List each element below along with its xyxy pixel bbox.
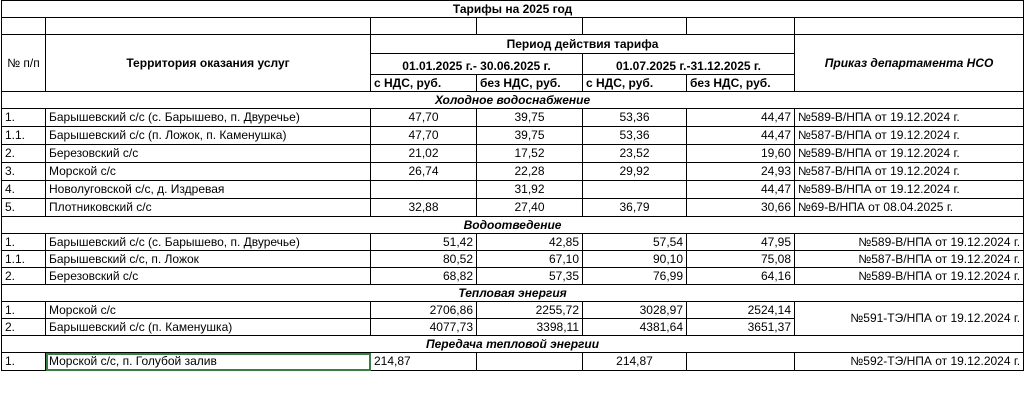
- cell-with-vat-1[interactable]: 214,87: [371, 353, 477, 371]
- cell-with-vat-1[interactable]: 47,70: [371, 109, 477, 127]
- cell-with-vat-2[interactable]: 53,36: [583, 109, 687, 127]
- cell-territory[interactable]: Барышевский с/с (с. Барышево, п. Двуречье): [46, 234, 371, 251]
- table-row: [2, 181, 1024, 199]
- cell-num[interactable]: 3.: [2, 163, 46, 181]
- cell-order[interactable]: №589-В/НПА от 19.12.2024 г.: [795, 109, 1024, 127]
- cell-territory[interactable]: Морской с/с: [46, 163, 371, 181]
- cell-order[interactable]: №591-ТЭ/НПА от 19.12.2024 г.: [795, 302, 1024, 336]
- cell-without-vat-1[interactable]: 22,28: [477, 163, 583, 181]
- cell-order[interactable]: №589-В/НПА от 19.12.2024 г.: [795, 268, 1024, 285]
- table-row: [2, 268, 1024, 285]
- section-title[interactable]: Тепловая энергия: [2, 285, 1024, 302]
- cell-num[interactable]: 2.: [2, 319, 46, 336]
- cell-with-vat-2[interactable]: 36,79: [583, 199, 687, 217]
- table-row: [2, 127, 1024, 145]
- cell-without-vat-1[interactable]: 27,40: [477, 199, 583, 217]
- cell-without-vat-1[interactable]: 57,35: [477, 268, 583, 285]
- cell-order[interactable]: №587-В/НПА от 19.12.2024 г.: [795, 163, 1024, 181]
- cell-with-vat-2[interactable]: 57,54: [583, 234, 687, 251]
- cell-without-vat-2[interactable]: 19,60: [687, 145, 795, 163]
- cell-without-vat-2[interactable]: 44,47: [687, 109, 795, 127]
- cell-territory[interactable]: Барышевский с/с, п. Ложок: [46, 251, 371, 268]
- cell-num[interactable]: 1.1.: [2, 251, 46, 268]
- page-title[interactable]: Тарифы на 2025 год: [2, 1, 1024, 18]
- cell-with-vat-2[interactable]: 76,99: [583, 268, 687, 285]
- table-row: [2, 145, 1024, 163]
- cell-with-vat-1[interactable]: [371, 181, 477, 199]
- cell-without-vat-2[interactable]: 44,47: [687, 181, 795, 199]
- empty-cell[interactable]: [371, 18, 477, 35]
- empty-cell[interactable]: [583, 18, 687, 35]
- cell-territory[interactable]: Березовский с/с: [46, 145, 371, 163]
- cell-territory[interactable]: Новолуговской с/с, д. Издревая: [46, 181, 371, 199]
- col-header-period[interactable]: Период действия тарифа: [371, 35, 795, 54]
- cell-with-vat-1[interactable]: 21,02: [371, 145, 477, 163]
- col-header-period-1[interactable]: 01.01.2025 г.- 30.06.2025 г.: [371, 54, 583, 75]
- tariff-table: [1, 0, 1024, 371]
- cell-with-vat-1[interactable]: 80,52: [371, 251, 477, 268]
- cell-num[interactable]: 2.: [2, 268, 46, 285]
- cell-with-vat-2[interactable]: 4381,64: [583, 319, 687, 336]
- empty-cell[interactable]: [46, 18, 371, 35]
- cell-without-vat-2[interactable]: 64,16: [687, 268, 795, 285]
- empty-cell[interactable]: [2, 18, 46, 35]
- cell-with-vat-1[interactable]: 51,42: [371, 234, 477, 251]
- cell-order[interactable]: №589-В/НПА от 19.12.2024 г.: [795, 181, 1024, 199]
- cell-num[interactable]: 1.: [2, 353, 46, 371]
- cell-without-vat-2[interactable]: 24,93: [687, 163, 795, 181]
- cell-territory[interactable]: Барышевский с/с (с. Барышево, п. Двуречье): [46, 109, 371, 127]
- section-title[interactable]: Водоотведение: [2, 217, 1024, 234]
- cell-without-vat-2[interactable]: 47,95: [687, 234, 795, 251]
- cell-without-vat-1[interactable]: 2255,72: [477, 302, 583, 319]
- cell-without-vat-1[interactable]: 3398,11: [477, 319, 583, 336]
- cell-num[interactable]: 4.: [2, 181, 46, 199]
- cell-territory[interactable]: Плотниковский с/с: [46, 199, 371, 217]
- cell-with-vat-1[interactable]: 32,88: [371, 199, 477, 217]
- col-header-without-vat-1[interactable]: без НДС, руб.: [477, 75, 583, 92]
- cell-num[interactable]: 1.: [2, 302, 46, 319]
- cell-without-vat-1[interactable]: 39,75: [477, 109, 583, 127]
- cell-without-vat-1[interactable]: 42,85: [477, 234, 583, 251]
- cell-without-vat-2[interactable]: [687, 353, 795, 371]
- cell-without-vat-2[interactable]: 2524,14: [687, 302, 795, 319]
- cell-with-vat-2[interactable]: 3028,97: [583, 302, 687, 319]
- cell-territory[interactable]: Морской с/с, п. Голубой залив: [46, 353, 371, 371]
- col-header-with-vat-1[interactable]: с НДС, руб.: [371, 75, 477, 92]
- cell-num[interactable]: 1.: [2, 234, 46, 251]
- cell-with-vat-2[interactable]: 23,52: [583, 145, 687, 163]
- col-header-order[interactable]: Приказ департамента НСО: [795, 35, 1024, 92]
- table-row: [2, 199, 1024, 217]
- cell-territory[interactable]: Барышевский с/с (п. Ложок, п. Каменушка): [46, 127, 371, 145]
- cell-territory[interactable]: Барышевский с/с (п. Каменушка): [46, 319, 371, 336]
- cell-with-vat-1[interactable]: 26,74: [371, 163, 477, 181]
- cell-with-vat-2[interactable]: 90,10: [583, 251, 687, 268]
- table-row: [2, 251, 1024, 268]
- table-row: [2, 163, 1024, 181]
- cell-without-vat-2[interactable]: 75,08: [687, 251, 795, 268]
- cell-with-vat-2[interactable]: [583, 181, 687, 199]
- cell-order[interactable]: №589-В/НПА от 19.12.2024 г.: [795, 145, 1024, 163]
- empty-cell[interactable]: [477, 18, 583, 35]
- section-title[interactable]: Холодное водоснабжение: [2, 92, 1024, 109]
- cell-without-vat-1[interactable]: 67,10: [477, 251, 583, 268]
- cell-order[interactable]: №587-В/НПА от 19.12.2024 г.: [795, 251, 1024, 268]
- col-header-with-vat-2[interactable]: с НДС, руб.: [583, 75, 687, 92]
- table-row: [2, 302, 1024, 319]
- cell-without-vat-1[interactable]: 17,52: [477, 145, 583, 163]
- cell-with-vat-1[interactable]: 68,82: [371, 268, 477, 285]
- cell-num[interactable]: 2.: [2, 145, 46, 163]
- cell-with-vat-2[interactable]: 29,92: [583, 163, 687, 181]
- cell-with-vat-2[interactable]: 53,36: [583, 127, 687, 145]
- cell-without-vat-1[interactable]: 39,75: [477, 127, 583, 145]
- cell-territory[interactable]: Морской с/с: [46, 302, 371, 319]
- col-header-without-vat-2[interactable]: без НДС, руб.: [687, 75, 795, 92]
- cell-with-vat-1[interactable]: 4077,73: [371, 319, 477, 336]
- cell-with-vat-1[interactable]: 2706,86: [371, 302, 477, 319]
- cell-territory[interactable]: Березовский с/с: [46, 268, 371, 285]
- cell-order[interactable]: №589-В/НПА от 19.12.2024 г.: [795, 234, 1024, 251]
- cell-num[interactable]: 1.: [2, 109, 46, 127]
- cell-order[interactable]: №587-В/НПА от 19.12.2024 г.: [795, 127, 1024, 145]
- table-row: [2, 109, 1024, 127]
- cell-order[interactable]: №592-ТЭ/НПА от 19.12.2024 г.: [795, 353, 1024, 371]
- table-row: [2, 353, 1024, 371]
- table-row: [2, 234, 1024, 251]
- empty-cell[interactable]: [795, 18, 1024, 35]
- cell-without-vat-1[interactable]: [477, 353, 583, 371]
- cell-order[interactable]: №69-В/НПА от 08.04.2025 г.: [795, 199, 1024, 217]
- cell-without-vat-2[interactable]: 3651,37: [687, 319, 795, 336]
- empty-cell[interactable]: [687, 18, 795, 35]
- cell-with-vat-2[interactable]: 214,87: [583, 353, 687, 371]
- col-header-territory[interactable]: Территория оказания услуг: [46, 35, 371, 92]
- section-title[interactable]: Передача тепловой энергии: [2, 336, 1024, 353]
- cell-num[interactable]: 5.: [2, 199, 46, 217]
- col-header-num[interactable]: № п/п: [2, 35, 46, 92]
- cell-without-vat-2[interactable]: 44,47: [687, 127, 795, 145]
- cell-without-vat-1[interactable]: 31,92: [477, 181, 583, 199]
- cell-without-vat-2[interactable]: 30,66: [687, 199, 795, 217]
- col-header-period-2[interactable]: 01.07.2025 г.-31.12.2025 г.: [583, 54, 795, 75]
- cell-num[interactable]: 1.1.: [2, 127, 46, 145]
- cell-with-vat-1[interactable]: 47,70: [371, 127, 477, 145]
